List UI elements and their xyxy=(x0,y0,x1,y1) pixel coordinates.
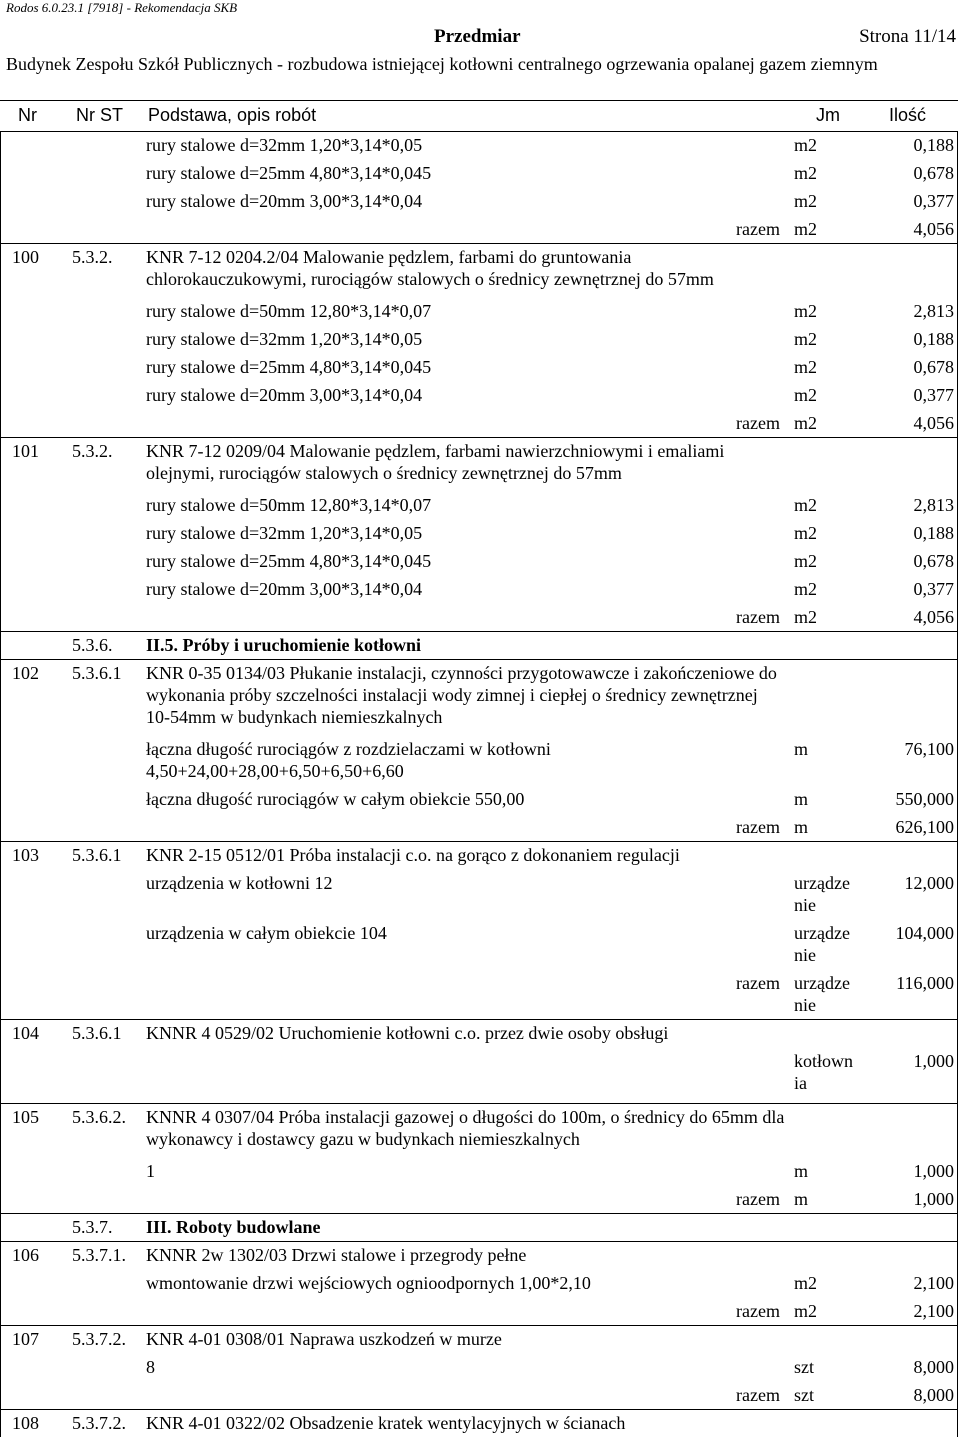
table-row xyxy=(0,1157,958,1185)
row-spec-ref: 5.3.6. xyxy=(72,635,113,655)
row-unit: urządze nie xyxy=(794,923,850,965)
table-row-item xyxy=(0,1103,958,1157)
row-quantity: 1,000 xyxy=(913,1161,954,1181)
row-description: urządzenia w kotłowni 12 xyxy=(146,873,333,893)
table-row-total xyxy=(0,1297,958,1325)
row-quantity: 626,100 xyxy=(895,817,954,837)
row-quantity: 0,377 xyxy=(913,385,954,405)
table-row xyxy=(0,1047,958,1103)
table-row xyxy=(0,187,958,215)
row-description: łączna długość rurociągów w całym obiekcie 550,00 xyxy=(146,789,525,809)
total-label: razem xyxy=(736,973,780,993)
total-label: razem xyxy=(736,1189,780,1209)
row-description: 1 xyxy=(146,1161,155,1181)
row-quantity: 4,056 xyxy=(913,413,954,433)
row-spec-ref: 5.3.2. xyxy=(72,247,113,267)
row-spec-ref: 5.3.6.1 xyxy=(72,663,122,683)
row-separator xyxy=(0,1241,958,1242)
row-quantity: 76,100 xyxy=(904,739,954,759)
row-quantity: 2,813 xyxy=(913,301,954,321)
row-quantity: 4,056 xyxy=(913,219,954,239)
row-quantity: 116,000 xyxy=(896,973,954,993)
total-label: razem xyxy=(736,1301,780,1321)
header-nr-st: Nr ST xyxy=(76,105,123,125)
row-quantity: 0,678 xyxy=(913,551,954,571)
header-quantity: Ilość xyxy=(889,105,927,125)
row-quantity: 0,188 xyxy=(913,523,954,543)
row-quantity: 0,188 xyxy=(913,329,954,349)
row-description: rury stalowe d=25mm 4,80*3,14*0,045 xyxy=(146,163,432,183)
row-description: rury stalowe d=50mm 12,80*3,14*0,07 xyxy=(146,495,432,515)
row-quantity: 0,188 xyxy=(913,135,954,155)
row-unit: m2 xyxy=(794,219,818,239)
table-row xyxy=(0,547,958,575)
document-title: Przedmiar xyxy=(434,26,521,47)
table-row xyxy=(0,919,958,969)
table-row-item xyxy=(0,243,958,297)
row-description: rury stalowe d=25mm 4,80*3,14*0,045 xyxy=(146,357,432,377)
row-description: rury stalowe d=20mm 3,00*3,14*0,04 xyxy=(146,579,423,599)
row-spec-ref: 5.3.6.1 xyxy=(72,845,122,865)
table-row-total xyxy=(0,1381,958,1409)
table-row-item xyxy=(0,1409,958,1437)
section-title: III. Roboty budowlane xyxy=(146,1217,321,1237)
row-number: 103 xyxy=(12,845,39,865)
table-row xyxy=(0,1213,958,1241)
table-row xyxy=(0,325,958,353)
row-spec-ref: 5.3.7. xyxy=(72,1217,113,1237)
row-separator xyxy=(0,1409,958,1410)
row-quantity: 2,100 xyxy=(913,1301,954,1321)
table-header xyxy=(0,100,958,132)
row-description: KNR 4-01 0308/01 Naprawa uszkodzeń w murze xyxy=(146,1329,502,1349)
row-description: KNR 7-12 0209/04 Malowanie pędzlem, farbami nawierzchniowymi i emaliami olejnymi, rurociągów stalowych o średnicy zewnętrznej do 57mm xyxy=(146,441,725,483)
header-description: Podstawa, opis robót xyxy=(148,105,317,125)
table-row-item xyxy=(0,1325,958,1353)
row-separator xyxy=(0,1213,958,1214)
row-description: rury stalowe d=20mm 3,00*3,14*0,04 xyxy=(146,385,423,405)
row-unit: m2 xyxy=(794,301,818,321)
row-description: rury stalowe d=50mm 12,80*3,14*0,07 xyxy=(146,301,432,321)
row-separator xyxy=(0,841,958,842)
table-row-item xyxy=(0,437,958,491)
row-spec-ref: 5.3.7.2. xyxy=(72,1413,126,1433)
row-quantity: 1,000 xyxy=(913,1189,954,1209)
row-description: KNR 2-15 0512/01 Próba instalacji c.o. na gorąco z dokonaniem regulacji xyxy=(146,845,680,865)
row-description: rury stalowe d=25mm 4,80*3,14*0,045 xyxy=(146,551,432,571)
row-description: KNR 7-12 0204.2/04 Malowanie pędzlem, farbami do gruntowania chlorokauczukowymi, rurociągów stalowych o średnicy zewnętrznej do 57mm xyxy=(146,247,714,289)
table-row xyxy=(0,131,958,159)
row-description: wmontowanie drzwi wejściowych ognioodpornych 1,00*2,10 xyxy=(146,1273,591,1293)
row-quantity: 12,000 xyxy=(904,873,954,893)
row-description: rury stalowe d=32mm 1,20*3,14*0,05 xyxy=(146,523,423,543)
row-description: rury stalowe d=32mm 1,20*3,14*0,05 xyxy=(146,135,423,155)
table-row xyxy=(0,159,958,187)
row-unit: m xyxy=(794,817,809,837)
table-row-total xyxy=(0,215,958,243)
row-unit: m2 xyxy=(794,1301,818,1321)
row-separator xyxy=(0,437,958,438)
row-unit: m2 xyxy=(794,495,818,515)
row-unit: urządze nie xyxy=(794,973,850,1015)
total-label: razem xyxy=(736,817,780,837)
row-separator xyxy=(0,243,958,244)
row-spec-ref: 5.3.7.2. xyxy=(72,1329,126,1349)
table-row-item xyxy=(0,841,958,869)
table-row xyxy=(0,631,958,659)
row-quantity: 8,000 xyxy=(913,1357,954,1377)
row-number: 100 xyxy=(12,247,39,267)
row-description: rury stalowe d=32mm 1,20*3,14*0,05 xyxy=(146,329,423,349)
row-unit: urządze nie xyxy=(794,873,850,915)
row-separator xyxy=(0,1103,958,1104)
table-row xyxy=(0,1353,958,1381)
document-subtitle: Budynek Zespołu Szkół Publicznych - rozbudowa istniejącej kotłowni centralnego ogrzewania opalanej gazem ziemnym xyxy=(6,54,878,74)
row-number: 108 xyxy=(12,1413,39,1433)
total-label: razem xyxy=(736,413,780,433)
row-spec-ref: 5.3.6.1 xyxy=(72,1023,122,1043)
row-unit: kotłown ia xyxy=(794,1051,854,1093)
row-quantity: 0,377 xyxy=(913,579,954,599)
row-separator xyxy=(0,659,958,660)
row-unit: szt xyxy=(794,1385,814,1405)
page-number: Strona 11/14 xyxy=(859,26,956,47)
row-quantity: 2,813 xyxy=(913,495,954,515)
table-row-total xyxy=(0,813,958,841)
row-number: 101 xyxy=(12,441,39,461)
row-description: łączna długość rurociągów z rozdzielaczami w kotłowni 4,50+24,00+28,00+6,50+6,50+6,60 xyxy=(146,739,551,781)
section-title: II.5. Próby i uruchomienie kotłowni xyxy=(146,635,422,655)
row-unit: m2 xyxy=(794,1273,818,1293)
row-description: KNNR 2w 1302/03 Drzwi stalowe i przegrody pełne xyxy=(146,1245,527,1265)
table-row-item xyxy=(0,1241,958,1269)
table-row xyxy=(0,353,958,381)
row-separator xyxy=(0,1019,958,1020)
row-unit: m2 xyxy=(794,523,818,543)
row-quantity: 550,000 xyxy=(895,789,954,809)
row-unit: m xyxy=(794,739,809,759)
table-row xyxy=(0,297,958,325)
row-unit: m2 xyxy=(794,135,818,155)
row-unit: szt xyxy=(794,1357,814,1377)
row-unit: m2 xyxy=(794,357,818,377)
table-row xyxy=(0,735,958,785)
row-unit: m2 xyxy=(794,191,818,211)
table-row xyxy=(0,1269,958,1297)
row-unit: m2 xyxy=(794,413,818,433)
row-unit: m2 xyxy=(794,163,818,183)
row-unit: m xyxy=(794,789,809,809)
row-quantity: 0,678 xyxy=(913,357,954,377)
header-unit: Jm xyxy=(816,105,840,125)
table-row xyxy=(0,869,958,919)
row-unit: m2 xyxy=(794,551,818,571)
row-unit: m2 xyxy=(794,607,818,627)
table-row xyxy=(0,785,958,813)
row-unit: m2 xyxy=(794,385,818,405)
row-unit: m xyxy=(794,1161,809,1181)
row-description: rury stalowe d=20mm 3,00*3,14*0,04 xyxy=(146,191,423,211)
row-unit: m2 xyxy=(794,329,818,349)
row-spec-ref: 5.3.2. xyxy=(72,441,113,461)
row-number: 104 xyxy=(12,1023,39,1043)
row-unit: m2 xyxy=(794,579,818,599)
total-label: razem xyxy=(736,219,780,239)
row-number: 106 xyxy=(12,1245,39,1265)
table-row xyxy=(0,519,958,547)
row-number: 105 xyxy=(12,1107,39,1127)
table-row-item xyxy=(0,1019,958,1047)
row-quantity: 0,678 xyxy=(913,163,954,183)
row-spec-ref: 5.3.6.2. xyxy=(72,1107,126,1127)
table-row xyxy=(0,491,958,519)
table-row-total xyxy=(0,1185,958,1213)
row-description: KNR 4-01 0322/02 Obsadzenie kratek wentylacyjnych w ścianach xyxy=(146,1413,626,1433)
row-description: 8 xyxy=(146,1357,155,1377)
total-label: razem xyxy=(736,607,780,627)
row-spec-ref: 5.3.7.1. xyxy=(72,1245,126,1265)
row-separator xyxy=(0,1325,958,1326)
row-number: 107 xyxy=(12,1329,39,1349)
row-description: KNR 0-35 0134/03 Płukanie instalacji, czynności przygotowawcze i zakończeniowe do wykonania próby szczelności instalacji wody zimnej i ciepłej o średnicy zewnętrznej 10-54mm w budynkach niemieszkalnych xyxy=(146,663,777,727)
total-label: razem xyxy=(736,1385,780,1405)
table-row-total xyxy=(0,969,958,1019)
row-quantity: 0,377 xyxy=(913,191,954,211)
table-row-total xyxy=(0,603,958,631)
header-nr: Nr xyxy=(18,105,37,125)
row-quantity: 8,000 xyxy=(913,1385,954,1405)
row-unit: m xyxy=(794,1189,809,1209)
table-row xyxy=(0,575,958,603)
row-quantity: 1,000 xyxy=(913,1051,954,1071)
table-row xyxy=(0,381,958,409)
table-row-item xyxy=(0,659,958,735)
row-number: 102 xyxy=(12,663,39,683)
app-title: Rodos 6.0.23.1 [7918] - Rekomendacja SKB xyxy=(6,0,238,15)
row-quantity: 2,100 xyxy=(913,1273,954,1293)
row-description: urządzenia w całym obiekcie 104 xyxy=(146,923,387,943)
row-description: KNNR 4 0529/02 Uruchomienie kotłowni c.o. przez dwie osoby obsługi xyxy=(146,1023,669,1043)
row-quantity: 104,000 xyxy=(895,923,954,943)
row-quantity: 4,056 xyxy=(913,607,954,627)
table-row-total xyxy=(0,409,958,437)
row-separator xyxy=(0,631,958,632)
row-description: KNNR 4 0307/04 Próba instalacji gazowej o długości do 100m, o średnicy do 65mm dla wykonawcy i dostawcy gazu w budynkach niemieszkalnych xyxy=(146,1107,785,1149)
